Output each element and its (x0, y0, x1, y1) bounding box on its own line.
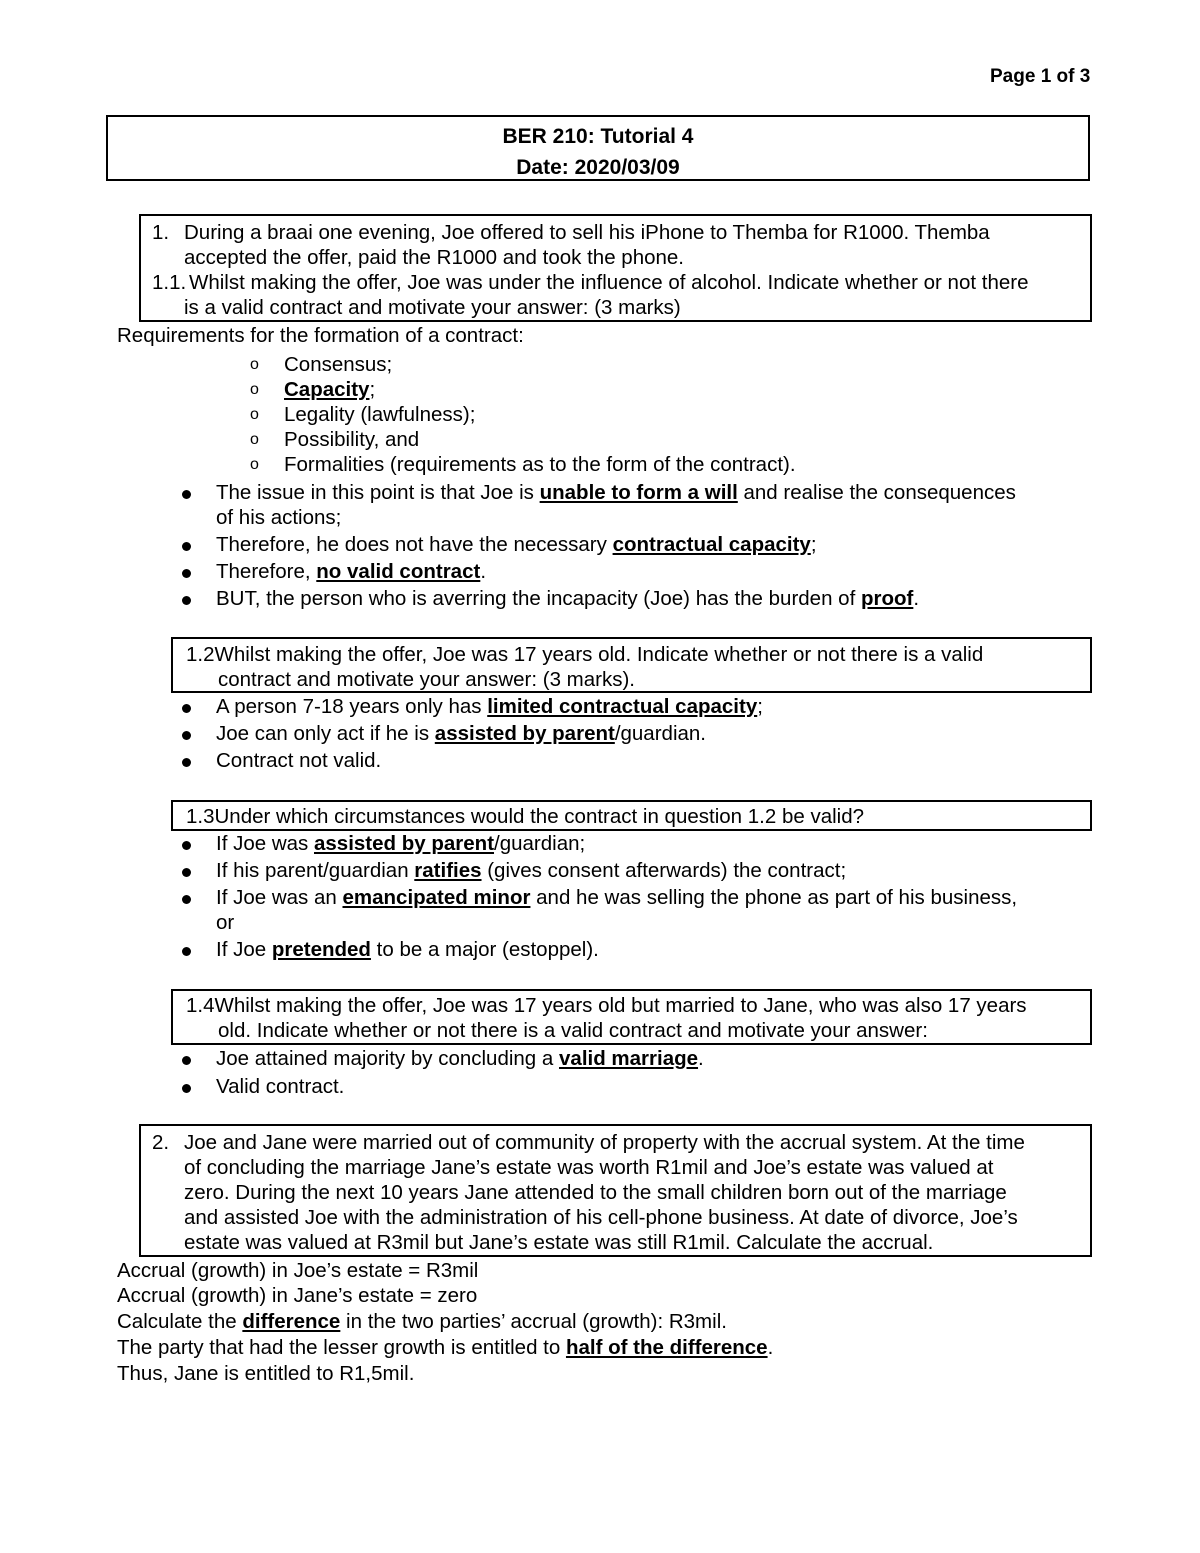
answer-2-line: Thus, Jane is entitled to R1,5mil. (117, 1362, 415, 1385)
bullet-dot (182, 841, 191, 850)
question-2-line: zero. During the next 10 years Jane attended to the small children born out of the marriage (184, 1181, 1007, 1204)
requirement-item: Legality (lawfulness); (284, 403, 476, 426)
answer-2-line: The party that had the lesser growth is entitled to half of the difference. (117, 1336, 774, 1359)
tutorial-date: Date: 2020/03/09 (516, 156, 680, 179)
question-2-box (139, 1124, 1092, 1257)
question-1-3-line-1: 1.3Under which circumstances would the contract in question 1.2 be valid? (186, 805, 865, 828)
question-1-1-line-1: Whilst making the offer, Joe was under the influence of alcohol. Indicate whether or not there (189, 271, 1029, 294)
question-1-4-line-2: old. Indicate whether or not there is a valid contract and motivate your answer: (218, 1019, 928, 1042)
requirement-item: Possibility, and (284, 428, 420, 451)
requirement-item: Capacity; (284, 378, 376, 401)
answer-2-line: Accrual (growth) in Joe’s estate = R3mil (117, 1259, 479, 1282)
bullet-dot (182, 542, 191, 551)
answer-1-1-bullet: BUT, the person who is averring the incapacity (Joe) has the burden of proof. (216, 587, 920, 610)
question-1-2-line-1: 1.2Whilst making the offer, Joe was 17 years old. Indicate whether or not there is a valid (186, 643, 984, 666)
bullet-dot (182, 596, 191, 605)
answer-1-2-bullet: Joe can only act if he is assisted by parent/guardian. (216, 722, 706, 745)
question-1-1-number: 1.1. (152, 271, 187, 294)
answer-2-line: Calculate the difference in the two parties’ accrual (growth): R3mil. (117, 1310, 727, 1333)
question-2-line: estate was valued at R3mil but Jane’s estate was still R1mil. Calculate the accrual. (184, 1231, 934, 1254)
answer-1-3-bullet: If Joe was assisted by parent/guardian; (216, 832, 586, 855)
answer-1-4-bullet: Valid contract. (216, 1075, 345, 1098)
circle-bullet: o (250, 406, 259, 423)
question-1-number: 1. (152, 221, 170, 244)
answer-1-3-bullet-cont: or (216, 911, 235, 934)
answer-1-3-bullet: If Joe was an emancipated minor and he was selling the phone as part of his business, (216, 886, 1018, 909)
bullet-dot (182, 731, 191, 740)
answer-2-line: Accrual (growth) in Jane’s estate = zero (117, 1284, 478, 1307)
bullet-dot (182, 490, 191, 499)
circle-bullet: o (250, 431, 259, 448)
requirements-heading: Requirements for the formation of a contract: (117, 324, 524, 347)
answer-1-3-bullet: If Joe pretended to be a major (estoppel). (216, 938, 599, 961)
question-1-2-line-2: contract and motivate your answer: (3 marks). (218, 668, 635, 691)
answer-1-1-bullet: The issue in this point is that Joe is unable to form a will and realise the consequences (216, 481, 1016, 504)
question-2-line: Joe and Jane were married out of community of property with the accrual system. At the time (184, 1131, 1025, 1154)
circle-bullet: o (250, 456, 259, 473)
bullet-dot (182, 704, 191, 713)
bullet-dot (182, 758, 191, 767)
question-2-line: and assisted Joe with the administration of his cell-phone business. At date of divorce, Joe’s (184, 1206, 1018, 1229)
circle-bullet: o (250, 356, 259, 373)
question-1-box (139, 214, 1092, 322)
answer-1-1-bullet-cont: of his actions; (216, 506, 342, 529)
question-1-1-line-2: is a valid contract and motivate your answer: (3 marks) (184, 296, 681, 319)
answer-1-1-bullet: Therefore, no valid contract. (216, 560, 487, 583)
bullet-dot (182, 569, 191, 578)
answer-1-2-bullet: A person 7-18 years only has limited contractual capacity; (216, 695, 763, 718)
bullet-dot (182, 868, 191, 877)
page-number: Page 1 of 3 (990, 66, 1091, 87)
question-1-2-box (171, 637, 1092, 693)
bullet-dot (182, 947, 191, 956)
bullet-dot (182, 1084, 191, 1093)
bullet-dot (182, 895, 191, 904)
requirement-item: Formalities (requirements as to the form of the contract). (284, 453, 796, 476)
answer-1-3-bullet: If his parent/guardian ratifies (gives consent afterwards) the contract; (216, 859, 847, 882)
title-box (106, 115, 1090, 181)
tutorial-title: BER 210: Tutorial 4 (502, 125, 694, 148)
question-1-4-box (171, 989, 1092, 1045)
answer-1-4-bullet: Joe attained majority by concluding a valid marriage. (216, 1047, 704, 1070)
bullet-dot (182, 1056, 191, 1065)
answer-1-2-bullet: Contract not valid. (216, 749, 382, 772)
question-1-3-box (171, 800, 1092, 831)
question-1-4-line-1: 1.4Whilst making the offer, Joe was 17 years old but married to Jane, who was also 17 years (186, 994, 1027, 1017)
requirement-item: Consensus; (284, 353, 393, 376)
question-2-line: of concluding the marriage Jane’s estate was worth R1mil and Joe’s estate was valued at (184, 1156, 994, 1179)
answer-1-1-bullet: Therefore, he does not have the necessary contractual capacity; (216, 533, 817, 556)
question-2-number: 2. (152, 1131, 170, 1154)
question-1-line-1: During a braai one evening, Joe offered to sell his iPhone to Themba for R1000. Themba (184, 221, 990, 244)
circle-bullet: o (250, 381, 259, 398)
question-1-line-2: accepted the offer, paid the R1000 and took the phone. (184, 246, 684, 269)
